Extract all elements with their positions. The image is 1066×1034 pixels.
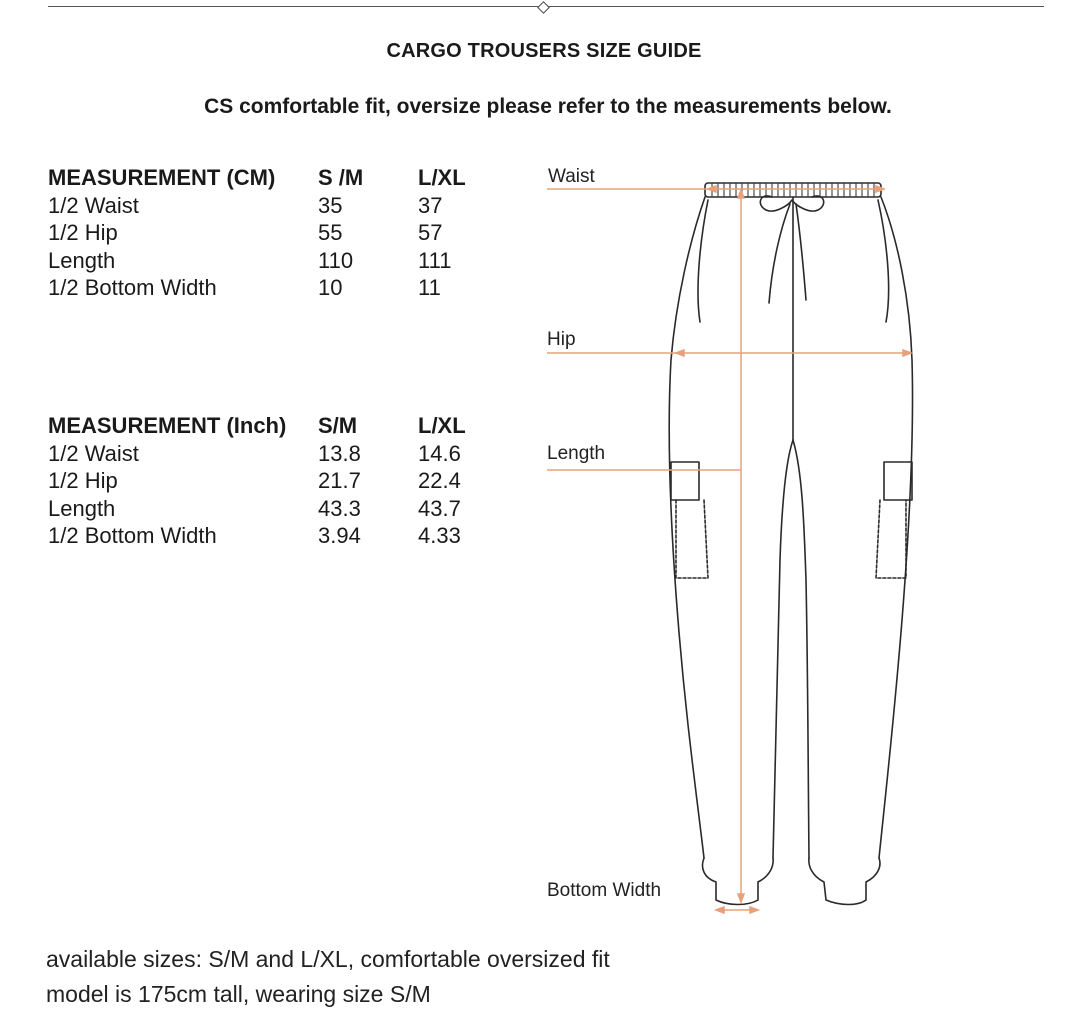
drawstring-right xyxy=(796,204,806,300)
table-cell: 3.94 xyxy=(318,523,361,548)
trousers-outline xyxy=(669,183,912,905)
table-header-cell: MEASUREMENT (Inch) xyxy=(48,413,287,438)
table-cell: 21.7 xyxy=(318,468,361,493)
table-header-cell: L/XL xyxy=(418,165,466,190)
measurement-lines xyxy=(547,186,911,913)
table-header-cell: MEASUREMENT (CM) xyxy=(48,165,276,190)
right-inseam xyxy=(793,440,809,858)
table-cell: 1/2 Hip xyxy=(48,468,118,493)
length-arrow-top xyxy=(738,190,744,198)
table-cell: 43.3 xyxy=(318,495,361,521)
length-arrow-bottom xyxy=(738,894,744,902)
table-cell: 43.7 xyxy=(418,495,461,521)
table-cell: 4.33 xyxy=(418,523,461,548)
label-length: Length xyxy=(547,443,606,464)
waist-arrow-left xyxy=(708,186,716,192)
label-waist: Waist xyxy=(548,166,595,187)
hip-arrow-right xyxy=(903,350,911,356)
bottom-width-arrow-right xyxy=(750,907,758,913)
right-cargo-pocket xyxy=(876,500,906,578)
table-header-cell: L/XL xyxy=(418,413,466,438)
table-cell: 111 xyxy=(418,247,452,273)
table-header-cell: S/M xyxy=(318,413,358,438)
table-cell: 55 xyxy=(318,220,343,245)
table-cell: 11 xyxy=(418,275,441,300)
waistband xyxy=(705,183,881,197)
right-pocket-opening xyxy=(878,200,889,322)
page-subtitle: CS comfortable fit, oversize please refer to the measurements below. xyxy=(204,95,892,118)
label-bottom-width: Bottom Width xyxy=(547,880,662,901)
table-cell: 1/2 Waist xyxy=(48,440,139,466)
table-cell: 1/2 Bottom Width xyxy=(48,275,217,300)
table-cell: 1/2 Bottom Width xyxy=(48,523,217,548)
hip-arrow-left xyxy=(676,350,684,356)
table-cell: 22.4 xyxy=(418,468,461,493)
bottom-width-arrow-left xyxy=(716,907,724,913)
left-cargo-pocket xyxy=(676,500,708,578)
label-hip: Hip xyxy=(547,329,576,350)
table-cell: 110 xyxy=(318,247,354,273)
left-side-seam xyxy=(669,197,705,858)
table-cell: 1/2 Hip xyxy=(48,220,118,245)
footer-model: model is 175cm tall, wearing size S/M xyxy=(46,981,431,1007)
table-cell: 10 xyxy=(318,275,343,300)
drawstring-left xyxy=(769,204,790,303)
waistband-gathers xyxy=(712,184,874,196)
drawstring-bow xyxy=(760,196,823,211)
left-inseam xyxy=(773,440,793,858)
left-pocket-opening xyxy=(698,200,708,322)
left-cuff xyxy=(703,858,774,905)
table-cell: 14.6 xyxy=(418,440,461,466)
table-cell: 37 xyxy=(418,192,443,218)
table-cell: 1/2 Waist xyxy=(48,192,139,218)
right-cuff xyxy=(809,858,880,905)
table-cell: 13.8 xyxy=(318,440,361,466)
right-cargo-flap xyxy=(884,462,912,500)
table-cell: 35 xyxy=(318,192,343,218)
left-cargo-flap xyxy=(671,462,699,500)
table-header-cell: S /M xyxy=(318,165,364,190)
table-cell: Length xyxy=(48,495,116,521)
waist-arrow-right xyxy=(876,186,884,192)
right-side-seam xyxy=(879,197,913,858)
footer-sizes: available sizes: S/M and L/XL, comfortable oversized fit xyxy=(46,946,610,972)
page-title: CARGO TROUSERS SIZE GUIDE xyxy=(386,40,702,62)
table-cell: Length xyxy=(48,247,116,273)
table-cell: 57 xyxy=(418,220,443,245)
